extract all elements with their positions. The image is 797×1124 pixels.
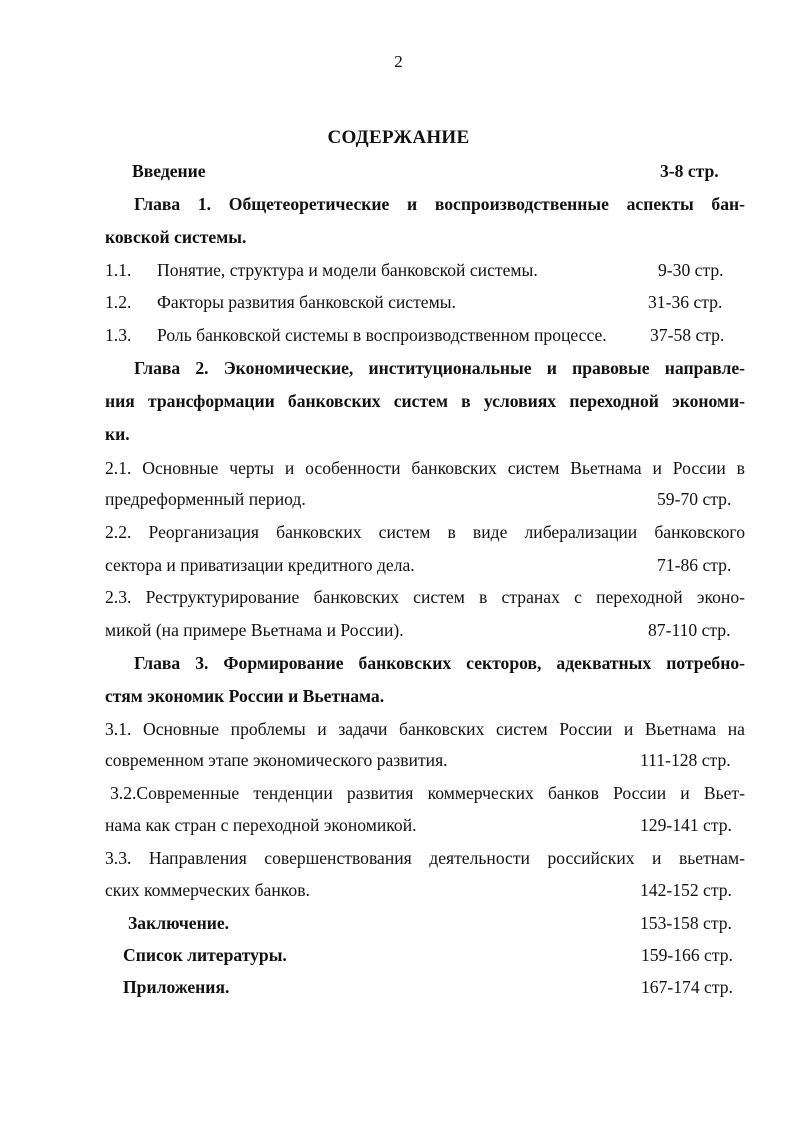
- chapter-2-heading-line-1: Глава 2. Экономические, институциональные и правовые направле-: [134, 358, 745, 378]
- toc-entry-pages: 3-8 стр.: [660, 161, 719, 181]
- toc-entry-conclusion: [105, 913, 745, 937]
- toc-entry-pages: 129-141 стр.: [640, 815, 732, 835]
- page-title: СОДЕРЖАНИЕ: [327, 127, 470, 148]
- chapter-2-heading-line-2: ния трансформации банковских систем в условиях переходной экономи-: [105, 391, 745, 411]
- toc-entry-pages: 142-152 стр.: [640, 880, 732, 900]
- toc-entry-pages: 9-30 стр.: [658, 260, 724, 280]
- toc-entry-label: Факторы развития банковской системы.: [157, 292, 456, 312]
- toc-entry-number: 1.2.: [105, 292, 132, 312]
- toc-entry-3-2-line-1: 3.2.Современные тенденции развития коммерческих банков России и Вьет-: [110, 783, 745, 803]
- toc-entry-pages: 167-174 стр.: [641, 977, 733, 997]
- toc-entry-appendices: [105, 977, 745, 1001]
- toc-entry-number: 1.3.: [105, 325, 132, 345]
- toc-entry-2-2-line-1: 2.2. Реорганизация банковских систем в виде либерализации банковского: [105, 522, 745, 542]
- toc-entry-label: Список литературы.: [123, 945, 287, 965]
- chapter-1-heading-line-1: Глава 1. Общетеоретические и воспроизводственные аспекты бан-: [134, 194, 745, 214]
- toc-entry-2-2: [105, 555, 745, 579]
- chapter-3-heading-line-1: Глава 3. Формирование банковских секторов, адекватных потребно-: [134, 653, 745, 673]
- toc-entry-label: Понятие, структура и модели банковской системы.: [157, 260, 538, 280]
- toc-entry-pages: 71-86 стр.: [657, 555, 732, 575]
- toc-entry-pages: 111-128 стр.: [640, 750, 731, 770]
- toc-entry-3-1: [105, 750, 745, 774]
- toc-entry-label: предреформенный период.: [105, 489, 306, 509]
- page-number: 2: [394, 52, 403, 71]
- toc-entry-introduction: [105, 161, 745, 185]
- toc-entry-pages: 37-58 стр.: [650, 325, 725, 345]
- chapter-3-heading-line-2: стям экономик России и Вьетнама.: [105, 686, 385, 706]
- toc-entry-1-1: [105, 260, 745, 284]
- toc-entry-label: Введение: [132, 161, 206, 181]
- toc-entry-label: нама как стран с переходной экономикой.: [105, 815, 417, 835]
- chapter-2-heading-line-3: ки.: [105, 424, 130, 444]
- toc-entry-references: [105, 945, 745, 969]
- toc-entry-3-3-line-1: 3.3. Направления совершенствования деятельности российских и вьетнам-: [105, 848, 745, 868]
- toc-entry-2-3-line-1: 2.3. Реструктурирование банковских систем в странах с переходной эконо-: [105, 587, 745, 607]
- toc-entry-pages: 87-110 стр.: [648, 620, 731, 640]
- toc-entry-pages: 59-70 стр.: [657, 489, 732, 509]
- toc-entry-3-1-line-1: 3.1. Основные проблемы и задачи банковских систем России и Вьетнама на: [105, 719, 745, 739]
- toc-entry-label: Заключение.: [128, 913, 230, 933]
- chapter-1-heading-line-2: ковской системы.: [105, 227, 247, 247]
- toc-entry-3-3: [105, 880, 745, 904]
- toc-entry-label: Роль банковской системы в воспроизводственном процессе.: [157, 325, 607, 345]
- toc-entry-2-1: [105, 489, 745, 513]
- toc-entry-2-1-line-1: 2.1. Основные черты и особенности банковских систем Вьетнама и России в: [105, 458, 745, 478]
- toc-entry-label: Приложения.: [123, 977, 230, 997]
- toc-entry-label: современном этапе экономического развития.: [105, 750, 448, 770]
- toc-entry-number: 1.1.: [105, 260, 132, 280]
- toc-entry-3-2: [105, 815, 745, 839]
- toc-entry-pages: 159-166 стр.: [641, 945, 733, 965]
- toc-entry-pages: 31-36 стр.: [648, 292, 723, 312]
- toc-entry-label: микой (на примере Вьетнама и России).: [105, 620, 404, 640]
- toc-entry-label: ских коммерческих банков.: [105, 880, 310, 900]
- toc-entry-label: сектора и приватизации кредитного дела.: [105, 555, 415, 575]
- toc-entry-1-2: [105, 292, 745, 316]
- toc-entry-1-3: [105, 325, 745, 349]
- toc-entry-2-3: [105, 620, 745, 644]
- toc-entry-pages: 153-158 стр.: [640, 913, 732, 933]
